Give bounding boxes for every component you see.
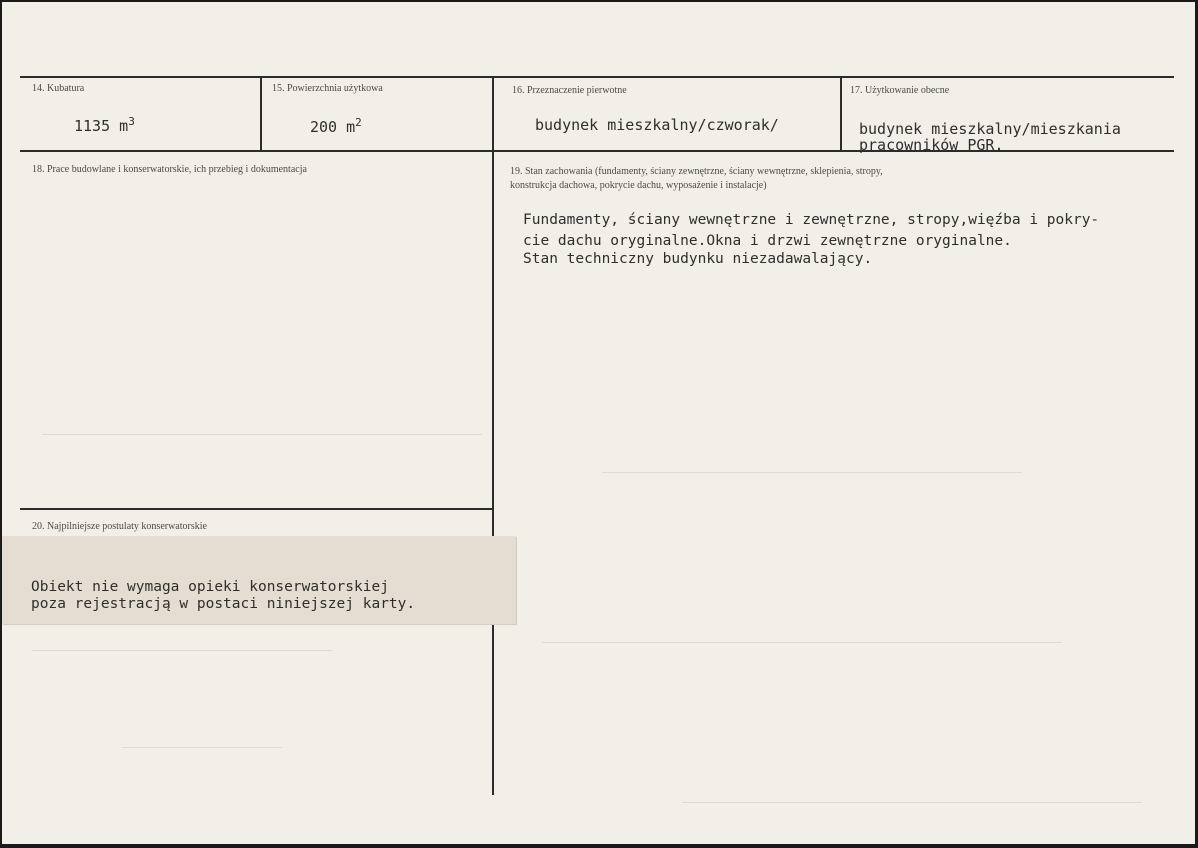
record-card [2,2,1195,844]
divider-16-17 [840,77,842,151]
field-20-label: 20. Najpilniejsze postulaty konserwatorskie [32,521,207,532]
field-15-value-text: 200 m [310,118,356,136]
field-20-line-2: poza rejestracją w postaci niniejszej karty. [31,596,416,612]
field-17-line-2: pracowników PGR. [859,136,1004,154]
field-19-label-line-1: 19. Stan zachowania (fundamenty, ściany zewnętrzne, ściany wewnętrzne, sklepienia, stropy, [510,166,883,177]
field-19-line-3: Stan techniczny budynku niezadawalający. [523,251,873,267]
field-16-label: 16. Przeznaczenie pierwotne [512,85,627,96]
top-rule [20,76,1174,78]
field-17-line-1: budynek mieszkalny/mieszkania [859,120,1121,138]
field-19-label-line-2: konstrukcja dachowa, pokrycie dachu, wyposażenie i instalacje) [510,180,767,191]
field-15-label: 15. Powierzchnia użytkowa [272,83,383,94]
field-19-line-1: Fundamenty, ściany wewnętrzne i zewnętrzne, stropy,więźba i pokry- [523,212,1100,228]
field-14-value-text: 1135 m [74,117,129,135]
section-18-bottom-rule [20,508,493,510]
divider-14-15 [260,77,262,151]
field-17-label: 17. Użytkowanie obecne [850,85,950,96]
field-16-value: budynek mieszkalny/czworak/ [535,116,779,134]
field-15-unit-exponent: 2 [355,116,362,129]
field-14-unit-exponent: 3 [128,115,135,128]
main-column-divider [492,77,494,795]
field-20-line-1: Obiekt nie wymaga opieki konserwatorskiej [31,579,389,595]
field-14-value [74,115,135,135]
field-15-value [310,116,362,136]
field-19-line-2: cie dachu oryginalne.Okna i drzwi zewnętrzne oryginalne. [523,233,1012,249]
field-18-label: 18. Prace budowlane i konserwatorskie, ich przebieg i dokumentacja [32,164,307,175]
field-14-label: 14. Kubatura [32,83,85,94]
